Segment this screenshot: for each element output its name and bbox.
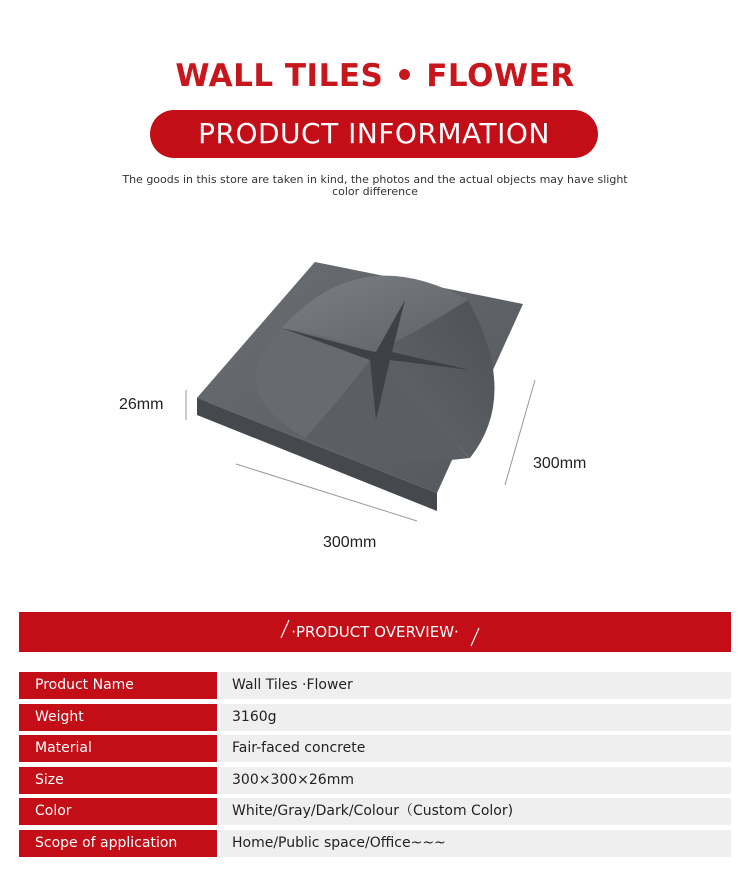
row-value: Wall Tiles ·Flower <box>220 672 731 699</box>
row-key: Weight <box>19 704 217 731</box>
row-value: 3160g <box>220 704 731 731</box>
row-value: Home/Public space/Office~~~ <box>220 830 731 857</box>
row-key: Color <box>19 798 217 825</box>
table-row <box>19 670 731 702</box>
product-information-pill: PRODUCT INFORMATION <box>150 110 598 158</box>
side-dimension-line <box>505 380 535 485</box>
row-value: Fair-faced concrete <box>220 735 731 762</box>
page-title: WALL TILES • FLOWER <box>175 58 575 94</box>
table-row <box>19 796 731 828</box>
product-overview-banner <box>19 612 731 652</box>
row-value: 300×300×26mm <box>220 767 731 794</box>
overview-table <box>19 670 731 859</box>
table-row <box>19 702 731 734</box>
row-key: Material <box>19 735 217 762</box>
note-line-2: color difference <box>332 185 418 198</box>
row-key: Size <box>19 767 217 794</box>
row-value: White/Gray/Dark/Colour（Custom Color) <box>220 798 731 825</box>
bottom-length-label: 300mm <box>323 534 377 551</box>
table-row <box>19 828 731 860</box>
banner-label: ·PRODUCT OVERVIEW· <box>291 623 459 641</box>
side-length-label: 300mm <box>533 455 587 472</box>
row-key: Product Name <box>19 672 217 699</box>
table-row <box>19 733 731 765</box>
thickness-label: 26mm <box>119 396 164 413</box>
color-difference-note <box>100 174 650 198</box>
row-key: Scope of application <box>19 830 217 857</box>
table-row <box>19 765 731 797</box>
note-line-1: The goods in this store are taken in kind, the photos and the actual objects may have slight <box>122 173 628 186</box>
